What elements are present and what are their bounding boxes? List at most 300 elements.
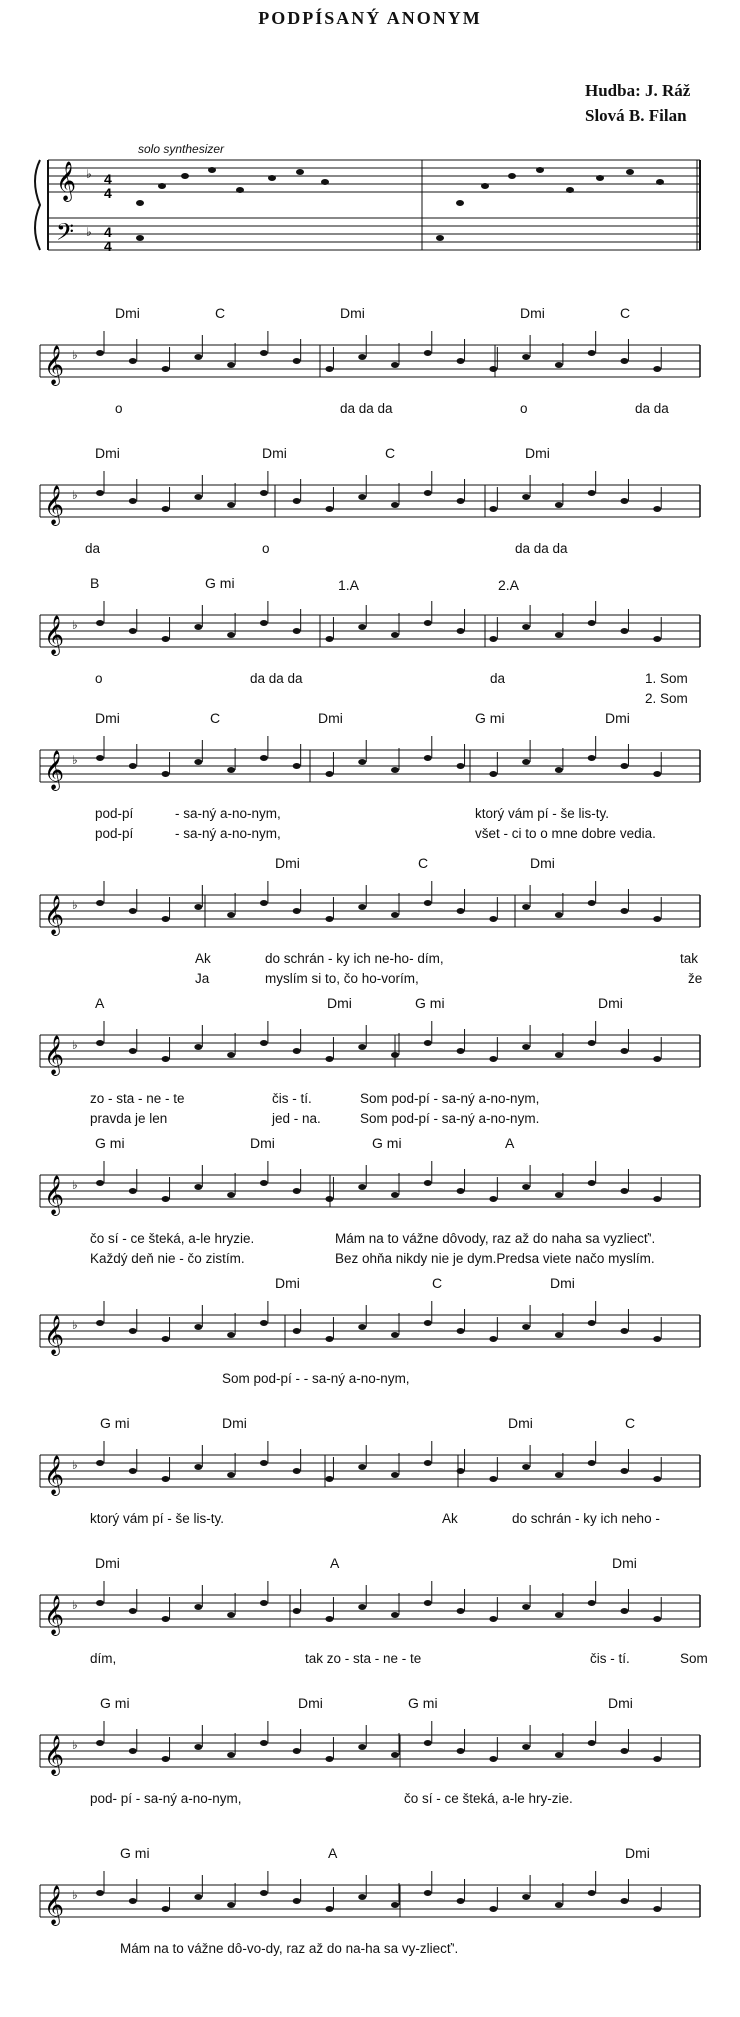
lyric-text: pod-pí	[95, 826, 134, 841]
note-head	[129, 498, 137, 504]
note-head	[260, 1460, 268, 1466]
note-head	[260, 620, 268, 626]
chord-symbol: C	[625, 1415, 636, 1431]
treble-clef-icon: 𝄞	[44, 485, 65, 525]
lyric-line	[0, 1371, 740, 1389]
lyric-text: o	[95, 671, 103, 686]
chord-symbol: G mi	[205, 575, 235, 591]
note-head	[325, 1906, 333, 1912]
note-head	[620, 1468, 628, 1474]
lyric-text: že	[688, 971, 703, 986]
note-head	[588, 620, 596, 626]
note-head	[457, 1898, 465, 1904]
note-head	[358, 354, 366, 360]
note-head	[325, 1476, 333, 1482]
note-head	[555, 362, 563, 368]
note-head	[522, 1894, 530, 1900]
note-head	[620, 1898, 628, 1904]
lyric-text: - sa-ný a-no-nym,	[175, 806, 281, 821]
treble-staff	[0, 597, 740, 667]
flat-icon: ♭	[72, 1888, 78, 1902]
lyric-text: pod-pí	[95, 806, 134, 821]
lyric-text: Bez ohňa nikdy nie je dym.Predsa viete načo myslím.	[335, 1251, 655, 1266]
note-head	[522, 1324, 530, 1330]
lyric-text: 1. Som	[645, 671, 688, 686]
note-head	[162, 1616, 170, 1622]
note-head	[424, 755, 432, 761]
note-head	[162, 1906, 170, 1912]
note-head	[358, 1464, 366, 1470]
lyric-text: Som	[680, 1651, 708, 1666]
svg-text:4: 4	[104, 224, 112, 240]
lyric-text: o	[520, 401, 528, 416]
treble-staff	[0, 327, 740, 397]
note-head	[194, 494, 202, 500]
note-head	[194, 354, 202, 360]
lyric-line	[0, 1111, 740, 1129]
note-head	[194, 1324, 202, 1330]
note-head	[129, 1328, 137, 1334]
note-head	[620, 1188, 628, 1194]
flat-icon: ♭	[72, 488, 78, 502]
note-head	[227, 1902, 235, 1908]
note-head	[489, 771, 497, 777]
flat-icon: ♭	[72, 1738, 78, 1752]
note-head	[227, 1052, 235, 1058]
note-head	[162, 1196, 170, 1202]
note-head	[555, 502, 563, 508]
svg-text:4: 4	[104, 171, 112, 187]
note-head	[653, 916, 661, 922]
note-head	[489, 1056, 497, 1062]
lyric-text: Mám na to vážne dôvody, raz až do naha sa vyzliecť'.	[335, 1231, 656, 1246]
note-head	[227, 632, 235, 638]
chord-symbol: C	[620, 305, 631, 321]
treble-staff	[0, 732, 740, 802]
note-head	[358, 1324, 366, 1330]
note-head	[489, 1336, 497, 1342]
note-head	[620, 1328, 628, 1334]
note-head	[227, 1332, 235, 1338]
note-head	[457, 1468, 465, 1474]
note-head	[293, 908, 301, 914]
lyric-text: Ak	[442, 1511, 458, 1526]
lyric-line	[0, 1791, 740, 1809]
chord-symbol: G mi	[415, 995, 445, 1011]
song-title: PODPÍSANÝ ANONYM	[258, 8, 482, 28]
chord-symbol: Dmi	[115, 305, 140, 321]
note-head	[293, 1328, 301, 1334]
note-head	[358, 1044, 366, 1050]
note-head	[162, 1476, 170, 1482]
note-head	[260, 900, 268, 906]
chord-symbol: C	[432, 1275, 443, 1291]
flat-icon: ♭	[72, 1178, 78, 1192]
treble-staff	[0, 1437, 740, 1507]
chord-symbol: Dmi	[508, 1415, 533, 1431]
note-head	[96, 1600, 104, 1606]
music-system	[0, 995, 740, 1126]
lyric-text: do schrán - ky ich neho -	[512, 1511, 660, 1526]
chord-symbol: A	[95, 995, 105, 1011]
note-head	[620, 498, 628, 504]
lyric-text: o	[262, 541, 270, 556]
note-head	[129, 1188, 137, 1194]
note-head	[325, 1196, 333, 1202]
note-head	[162, 771, 170, 777]
note-head	[162, 1336, 170, 1342]
note-head	[129, 908, 137, 914]
chord-symbol: Dmi	[608, 1695, 633, 1711]
lyric-line	[0, 951, 740, 969]
note-head	[96, 1740, 104, 1746]
lyric-text: pravda je len	[90, 1111, 168, 1126]
lyric-text: da da da	[250, 671, 303, 686]
treble-staff	[0, 1297, 740, 1367]
note-head	[457, 908, 465, 914]
note-head	[653, 1756, 661, 1762]
note-head	[129, 358, 137, 364]
lyric-text: ktorý vám pí - še lis-ty.	[475, 806, 610, 821]
note-head	[620, 1048, 628, 1054]
lyric-text: tak zo - sta - ne - te	[305, 1651, 422, 1666]
chord-symbol: Dmi	[95, 710, 120, 726]
note-head	[358, 759, 366, 765]
chord-symbol: Dmi	[598, 995, 623, 1011]
note-head	[489, 636, 497, 642]
chord-symbol: G mi	[100, 1695, 130, 1711]
note-head	[227, 362, 235, 368]
note-head	[260, 490, 268, 496]
svg-text:♭: ♭	[86, 167, 92, 181]
volta-label: 1.A	[338, 577, 360, 593]
note-head	[227, 912, 235, 918]
lyric-text: o	[115, 401, 123, 416]
note-head	[391, 1612, 399, 1618]
note-head	[424, 1040, 432, 1046]
lyric-text: zo - sta - ne - te	[90, 1091, 185, 1106]
chord-symbol: Dmi	[250, 1135, 275, 1151]
intro-label: solo synthesizer	[138, 142, 225, 156]
chord-symbol: A	[330, 1555, 340, 1571]
note-head	[325, 1616, 333, 1622]
music-system	[0, 1695, 740, 1815]
note-head	[555, 1472, 563, 1478]
note-head	[96, 1320, 104, 1326]
note-head	[293, 1608, 301, 1614]
treble-staff	[0, 1157, 740, 1227]
note-head	[194, 1604, 202, 1610]
lyric-text: čis - tí.	[590, 1651, 630, 1666]
chord-symbol: Dmi	[222, 1415, 247, 1431]
treble-clef-icon: 𝄞	[44, 1735, 65, 1775]
note-head	[293, 1898, 301, 1904]
note-head	[588, 755, 596, 761]
note-head	[129, 1468, 137, 1474]
lyric-line	[0, 1091, 740, 1109]
lyric-text: - sa-ný a-no-nym,	[175, 826, 281, 841]
note-head	[358, 1604, 366, 1610]
note-head	[620, 628, 628, 634]
chord-symbol: A	[505, 1135, 515, 1151]
note-head	[424, 490, 432, 496]
note-head	[555, 1612, 563, 1618]
treble-clef-icon: 𝄞	[44, 1175, 65, 1215]
note-head	[293, 1188, 301, 1194]
treble-staff	[0, 1577, 740, 1647]
note-head	[555, 1052, 563, 1058]
note-head	[555, 912, 563, 918]
note-head	[96, 620, 104, 626]
note-head	[424, 1180, 432, 1186]
lyric-text: čis - tí.	[272, 1091, 312, 1106]
intro-grand-staff	[0, 0, 740, 270]
note-head	[489, 916, 497, 922]
note-head	[293, 763, 301, 769]
svg-text:4: 4	[104, 238, 112, 254]
chord-symbol: Dmi	[298, 1695, 323, 1711]
lyric-text: dím,	[90, 1651, 117, 1666]
note-head	[522, 354, 530, 360]
chord-symbol: G mi	[372, 1135, 402, 1151]
chord-symbol: Dmi	[612, 1555, 637, 1571]
music-credit: Hudba: J. Ráž	[585, 81, 691, 100]
lyric-line	[0, 671, 740, 689]
lyric-line	[0, 826, 740, 844]
note-head	[194, 1044, 202, 1050]
note-head	[293, 358, 301, 364]
note-head	[194, 759, 202, 765]
lyric-line	[0, 806, 740, 824]
chord-symbol: Dmi	[340, 305, 365, 321]
note-head	[96, 755, 104, 761]
lyric-line	[0, 1231, 740, 1249]
lyric-text: 2. Som	[645, 691, 688, 706]
note-head	[391, 362, 399, 368]
note-head	[653, 1616, 661, 1622]
music-system	[0, 1845, 740, 1965]
note-head	[653, 636, 661, 642]
chord-symbol: C	[215, 305, 226, 321]
note-head	[162, 916, 170, 922]
note-head	[588, 1180, 596, 1186]
note-head	[260, 1180, 268, 1186]
note-head	[653, 1336, 661, 1342]
chord-symbol: G mi	[408, 1695, 438, 1711]
note-head	[555, 1902, 563, 1908]
treble-staff	[0, 467, 740, 537]
note-head	[424, 620, 432, 626]
note-head	[162, 1056, 170, 1062]
note-head	[227, 767, 235, 773]
note-head	[96, 1040, 104, 1046]
lyric-text: da da da	[515, 541, 568, 556]
lyric-text: jed - na.	[272, 1111, 321, 1126]
treble-clef-icon: 𝄞	[44, 1455, 65, 1495]
flat-icon: ♭	[72, 348, 78, 362]
treble-clef-icon: 𝄞	[44, 615, 65, 655]
treble-staff	[0, 1017, 740, 1087]
chord-symbol: B	[90, 575, 100, 591]
chord-symbol: C	[210, 710, 221, 726]
note-head	[194, 1894, 202, 1900]
note-head	[358, 904, 366, 910]
volta-label: 2.A	[498, 577, 520, 593]
note-head	[325, 1336, 333, 1342]
note-head	[653, 366, 661, 372]
note-head	[129, 1748, 137, 1754]
note-head	[325, 1056, 333, 1062]
chord-symbol: Dmi	[95, 445, 120, 461]
note-head	[522, 1744, 530, 1750]
note-head	[194, 624, 202, 630]
note-head	[653, 1056, 661, 1062]
lyric-text: Som pod-pí - - sa-ný a-no-nym,	[222, 1371, 410, 1386]
note-head	[424, 1890, 432, 1896]
music-system	[0, 575, 740, 706]
note-head	[129, 763, 137, 769]
note-head	[522, 904, 530, 910]
lyric-text: všet - ci to o mne dobre vedia.	[475, 826, 656, 841]
note-head	[391, 912, 399, 918]
note-head	[162, 366, 170, 372]
note-head	[293, 1748, 301, 1754]
svg-text:♭: ♭	[86, 225, 92, 239]
note-head	[620, 358, 628, 364]
treble-staff	[0, 1867, 740, 1937]
chord-symbol: G mi	[120, 1845, 150, 1861]
lyric-line	[0, 1941, 740, 1959]
chord-symbol: Dmi	[318, 710, 343, 726]
note-head	[162, 1756, 170, 1762]
note-head	[457, 498, 465, 504]
note-head	[653, 771, 661, 777]
note-head	[653, 1476, 661, 1482]
note-head	[588, 1740, 596, 1746]
note-head	[96, 350, 104, 356]
note-head	[424, 1320, 432, 1326]
note-head	[522, 1044, 530, 1050]
lyric-text: tak	[680, 951, 699, 966]
note-head	[325, 1756, 333, 1762]
note-head	[325, 366, 333, 372]
flat-icon: ♭	[72, 1318, 78, 1332]
lyric-text: da	[85, 541, 101, 556]
music-system	[0, 855, 740, 986]
lyric-line	[0, 1651, 740, 1669]
note-head	[325, 636, 333, 642]
music-system	[0, 445, 740, 565]
note-head	[424, 1740, 432, 1746]
music-system	[0, 1135, 740, 1266]
note-head	[194, 1184, 202, 1190]
note-head	[522, 1464, 530, 1470]
note-head	[620, 1608, 628, 1614]
lyric-text: Som pod-pí - sa-ný a-no-nym.	[360, 1111, 540, 1126]
note-head	[96, 1890, 104, 1896]
note-head	[129, 1608, 137, 1614]
lyric-text: da da da	[340, 401, 393, 416]
music-system	[0, 1555, 740, 1675]
chord-symbol: Dmi	[530, 855, 555, 871]
note-head	[227, 502, 235, 508]
note-head	[358, 624, 366, 630]
flat-icon: ♭	[72, 1458, 78, 1472]
flat-icon: ♭	[72, 753, 78, 767]
lyric-line	[0, 1511, 740, 1529]
lyric-text: Ja	[195, 971, 210, 986]
note-head	[194, 1744, 202, 1750]
note-head	[293, 498, 301, 504]
note-head	[260, 1320, 268, 1326]
flat-icon: ♭	[72, 898, 78, 912]
note-head	[489, 1906, 497, 1912]
note-head	[325, 771, 333, 777]
note-head	[391, 767, 399, 773]
treble-clef-icon: 𝄞	[44, 1315, 65, 1355]
note-head	[620, 1748, 628, 1754]
treble-clef-icon: 𝄞	[44, 1885, 65, 1925]
note-head	[424, 900, 432, 906]
note-head	[620, 908, 628, 914]
chord-symbol: Dmi	[605, 710, 630, 726]
note-head	[227, 1472, 235, 1478]
note-head	[260, 350, 268, 356]
flat-icon: ♭	[72, 1598, 78, 1612]
note-head	[588, 350, 596, 356]
note-head	[555, 767, 563, 773]
note-head	[522, 1184, 530, 1190]
svg-text:𝄢: 𝄢	[56, 218, 75, 251]
note-head	[522, 1604, 530, 1610]
note-head	[96, 490, 104, 496]
note-head	[358, 1744, 366, 1750]
note-head	[489, 506, 497, 512]
note-head	[391, 1052, 399, 1058]
music-system	[0, 1275, 740, 1395]
music-system	[0, 1415, 740, 1535]
note-head	[227, 1612, 235, 1618]
note-head	[555, 1752, 563, 1758]
treble-clef-icon: 𝄞	[44, 895, 65, 935]
lyric-line	[0, 541, 740, 559]
note-head	[96, 1460, 104, 1466]
note-head	[293, 1468, 301, 1474]
chord-symbol: Dmi	[525, 445, 550, 461]
note-head	[260, 1890, 268, 1896]
svg-text:4: 4	[104, 185, 112, 201]
note-head	[391, 1752, 399, 1758]
note-head	[457, 1748, 465, 1754]
note-head	[457, 1328, 465, 1334]
note-head	[260, 1040, 268, 1046]
chord-symbol: Dmi	[550, 1275, 575, 1291]
note-head	[194, 904, 202, 910]
treble-clef-icon: 𝄞	[44, 345, 65, 385]
note-head	[522, 624, 530, 630]
lyric-line	[0, 971, 740, 989]
note-head	[588, 1460, 596, 1466]
note-head	[457, 1188, 465, 1194]
note-head	[588, 1600, 596, 1606]
note-head	[555, 1192, 563, 1198]
note-head	[391, 1192, 399, 1198]
lyric-text: Každý deň nie - čo zistím.	[90, 1251, 245, 1266]
music-system	[0, 710, 740, 841]
note-head	[489, 1476, 497, 1482]
treble-clef-icon: 𝄞	[44, 1595, 65, 1635]
chord-symbol: Dmi	[262, 445, 287, 461]
